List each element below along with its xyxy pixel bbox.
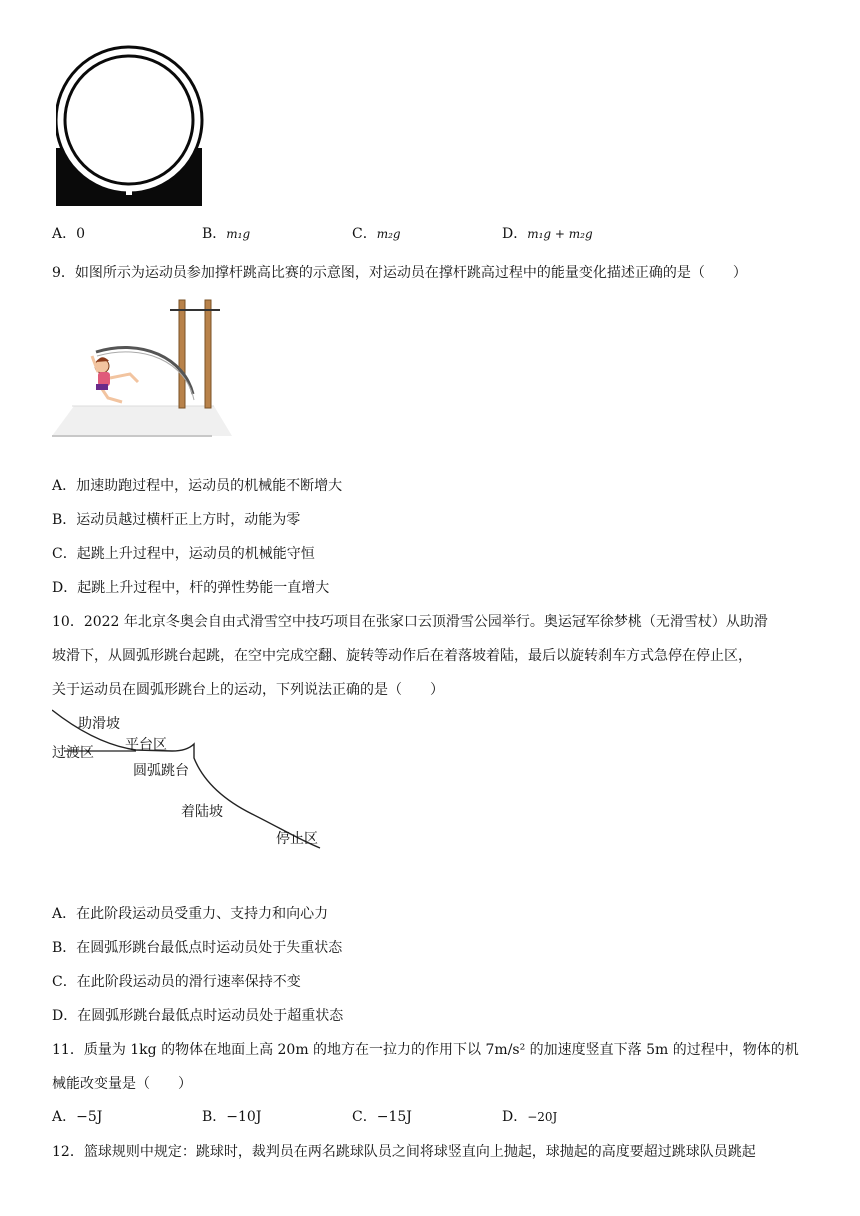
option-text: −20J bbox=[527, 1110, 558, 1124]
pole-vault-figure bbox=[52, 286, 232, 442]
q9-stem: 9．如图所示为运动员参加撑杆跳高比赛的示意图，对运动员在撑杆跳高过程中的能量变化描述正确的是（ ） bbox=[52, 265, 747, 281]
option-key: C． bbox=[352, 1109, 377, 1125]
q10-stem-line-3: 关于运动员在圆弧形跳台上的运动，下列说法正确的是（ ） bbox=[52, 682, 444, 698]
q11-option-d bbox=[502, 1107, 557, 1127]
ring-on-stand-figure bbox=[56, 44, 206, 206]
option-text: m₁g bbox=[226, 227, 251, 241]
q10-stem-line-1: 10．2022 年北京冬奥会自由式滑雪空中技巧项目在张家口云顶滑雪公园举行。奥运冠军徐梦桃（无滑雪杖）从助滑 bbox=[52, 614, 768, 630]
q8-option-d bbox=[502, 224, 593, 244]
option-key: B． bbox=[202, 226, 227, 242]
q10-option-a: A．在此阶段运动员受重力、支持力和向心力 bbox=[52, 906, 329, 922]
label-guoduqu: 过渡区 bbox=[52, 745, 94, 761]
q10-stem-line-2: 坡滑下，从圆弧形跳台起跳，在空中完成空翻、旋转等动作后在着落坡着陆，最后以旋转刹车方式急停在停止区， bbox=[52, 648, 752, 664]
label-zhuoluopo: 着陆坡 bbox=[181, 804, 223, 820]
q10-option-d: D．在圆弧形跳台最低点时运动员处于超重状态 bbox=[52, 1008, 344, 1024]
option-text: m₁g + m₂g bbox=[527, 227, 593, 241]
upright-right bbox=[205, 300, 211, 408]
option-key: D． bbox=[502, 1109, 528, 1125]
q12-stem: 12．篮球规则中规定：跳球时，裁判员在两名跳球队员之间将球竖直向上抛起，球抛起的高度要超过跳球队员跳起 bbox=[52, 1144, 756, 1160]
option-text: −15J bbox=[376, 1109, 412, 1125]
q10-option-c: C．在此阶段运动员的滑行速率保持不变 bbox=[52, 974, 301, 990]
option-text: −5J bbox=[76, 1109, 103, 1125]
ground bbox=[52, 406, 232, 436]
option-text: m₂g bbox=[376, 227, 401, 241]
q9-option-b: B．运动员越过横杆正上方时，动能为零 bbox=[52, 512, 301, 528]
inner-ring bbox=[65, 56, 193, 184]
option-key: A． bbox=[52, 1109, 77, 1125]
q8-option-c bbox=[352, 224, 401, 244]
q9-option-a: A．加速助跑过程中，运动员的机械能不断增大 bbox=[52, 478, 343, 494]
label-zhuhuapo: 助滑坡 bbox=[78, 716, 120, 732]
q8-option-a bbox=[52, 224, 85, 244]
option-key: D． bbox=[502, 226, 528, 242]
label-yuanhutiaotai: 圆弧跳台 bbox=[133, 763, 189, 779]
q11-stem-line-1: 11．质量为 1kg 的物体在地面上高 20m 的地方在一拉力的作用下以 7m/s² 的加速度竖直下落 5m 的过程中，物体的机 bbox=[52, 1042, 799, 1058]
label-pingtaiqu: 平台区 bbox=[125, 737, 167, 753]
upright-left bbox=[179, 300, 185, 408]
q11-stem-line-2: 械能改变量是（ ） bbox=[52, 1076, 192, 1092]
option-key: B． bbox=[202, 1109, 227, 1125]
option-key: C． bbox=[352, 226, 377, 242]
gap-marker bbox=[126, 190, 132, 195]
option-key: A． bbox=[52, 226, 77, 242]
q11-option-b bbox=[202, 1107, 261, 1127]
athlete-body bbox=[98, 372, 110, 386]
option-text: 0 bbox=[76, 226, 86, 242]
q9-option-d: D．起跳上升过程中，杆的弹性势能一直增大 bbox=[52, 580, 330, 596]
option-text: −10J bbox=[226, 1109, 262, 1125]
q11-option-c bbox=[352, 1107, 412, 1127]
label-tingzhiqu: 停止区 bbox=[276, 831, 318, 847]
q11-option-a bbox=[52, 1107, 102, 1127]
q9-option-c: C．起跳上升过程中，运动员的机械能守恒 bbox=[52, 546, 315, 562]
q10-option-b: B．在圆弧形跳台最低点时运动员处于失重状态 bbox=[52, 940, 343, 956]
q8-option-b bbox=[202, 224, 250, 244]
